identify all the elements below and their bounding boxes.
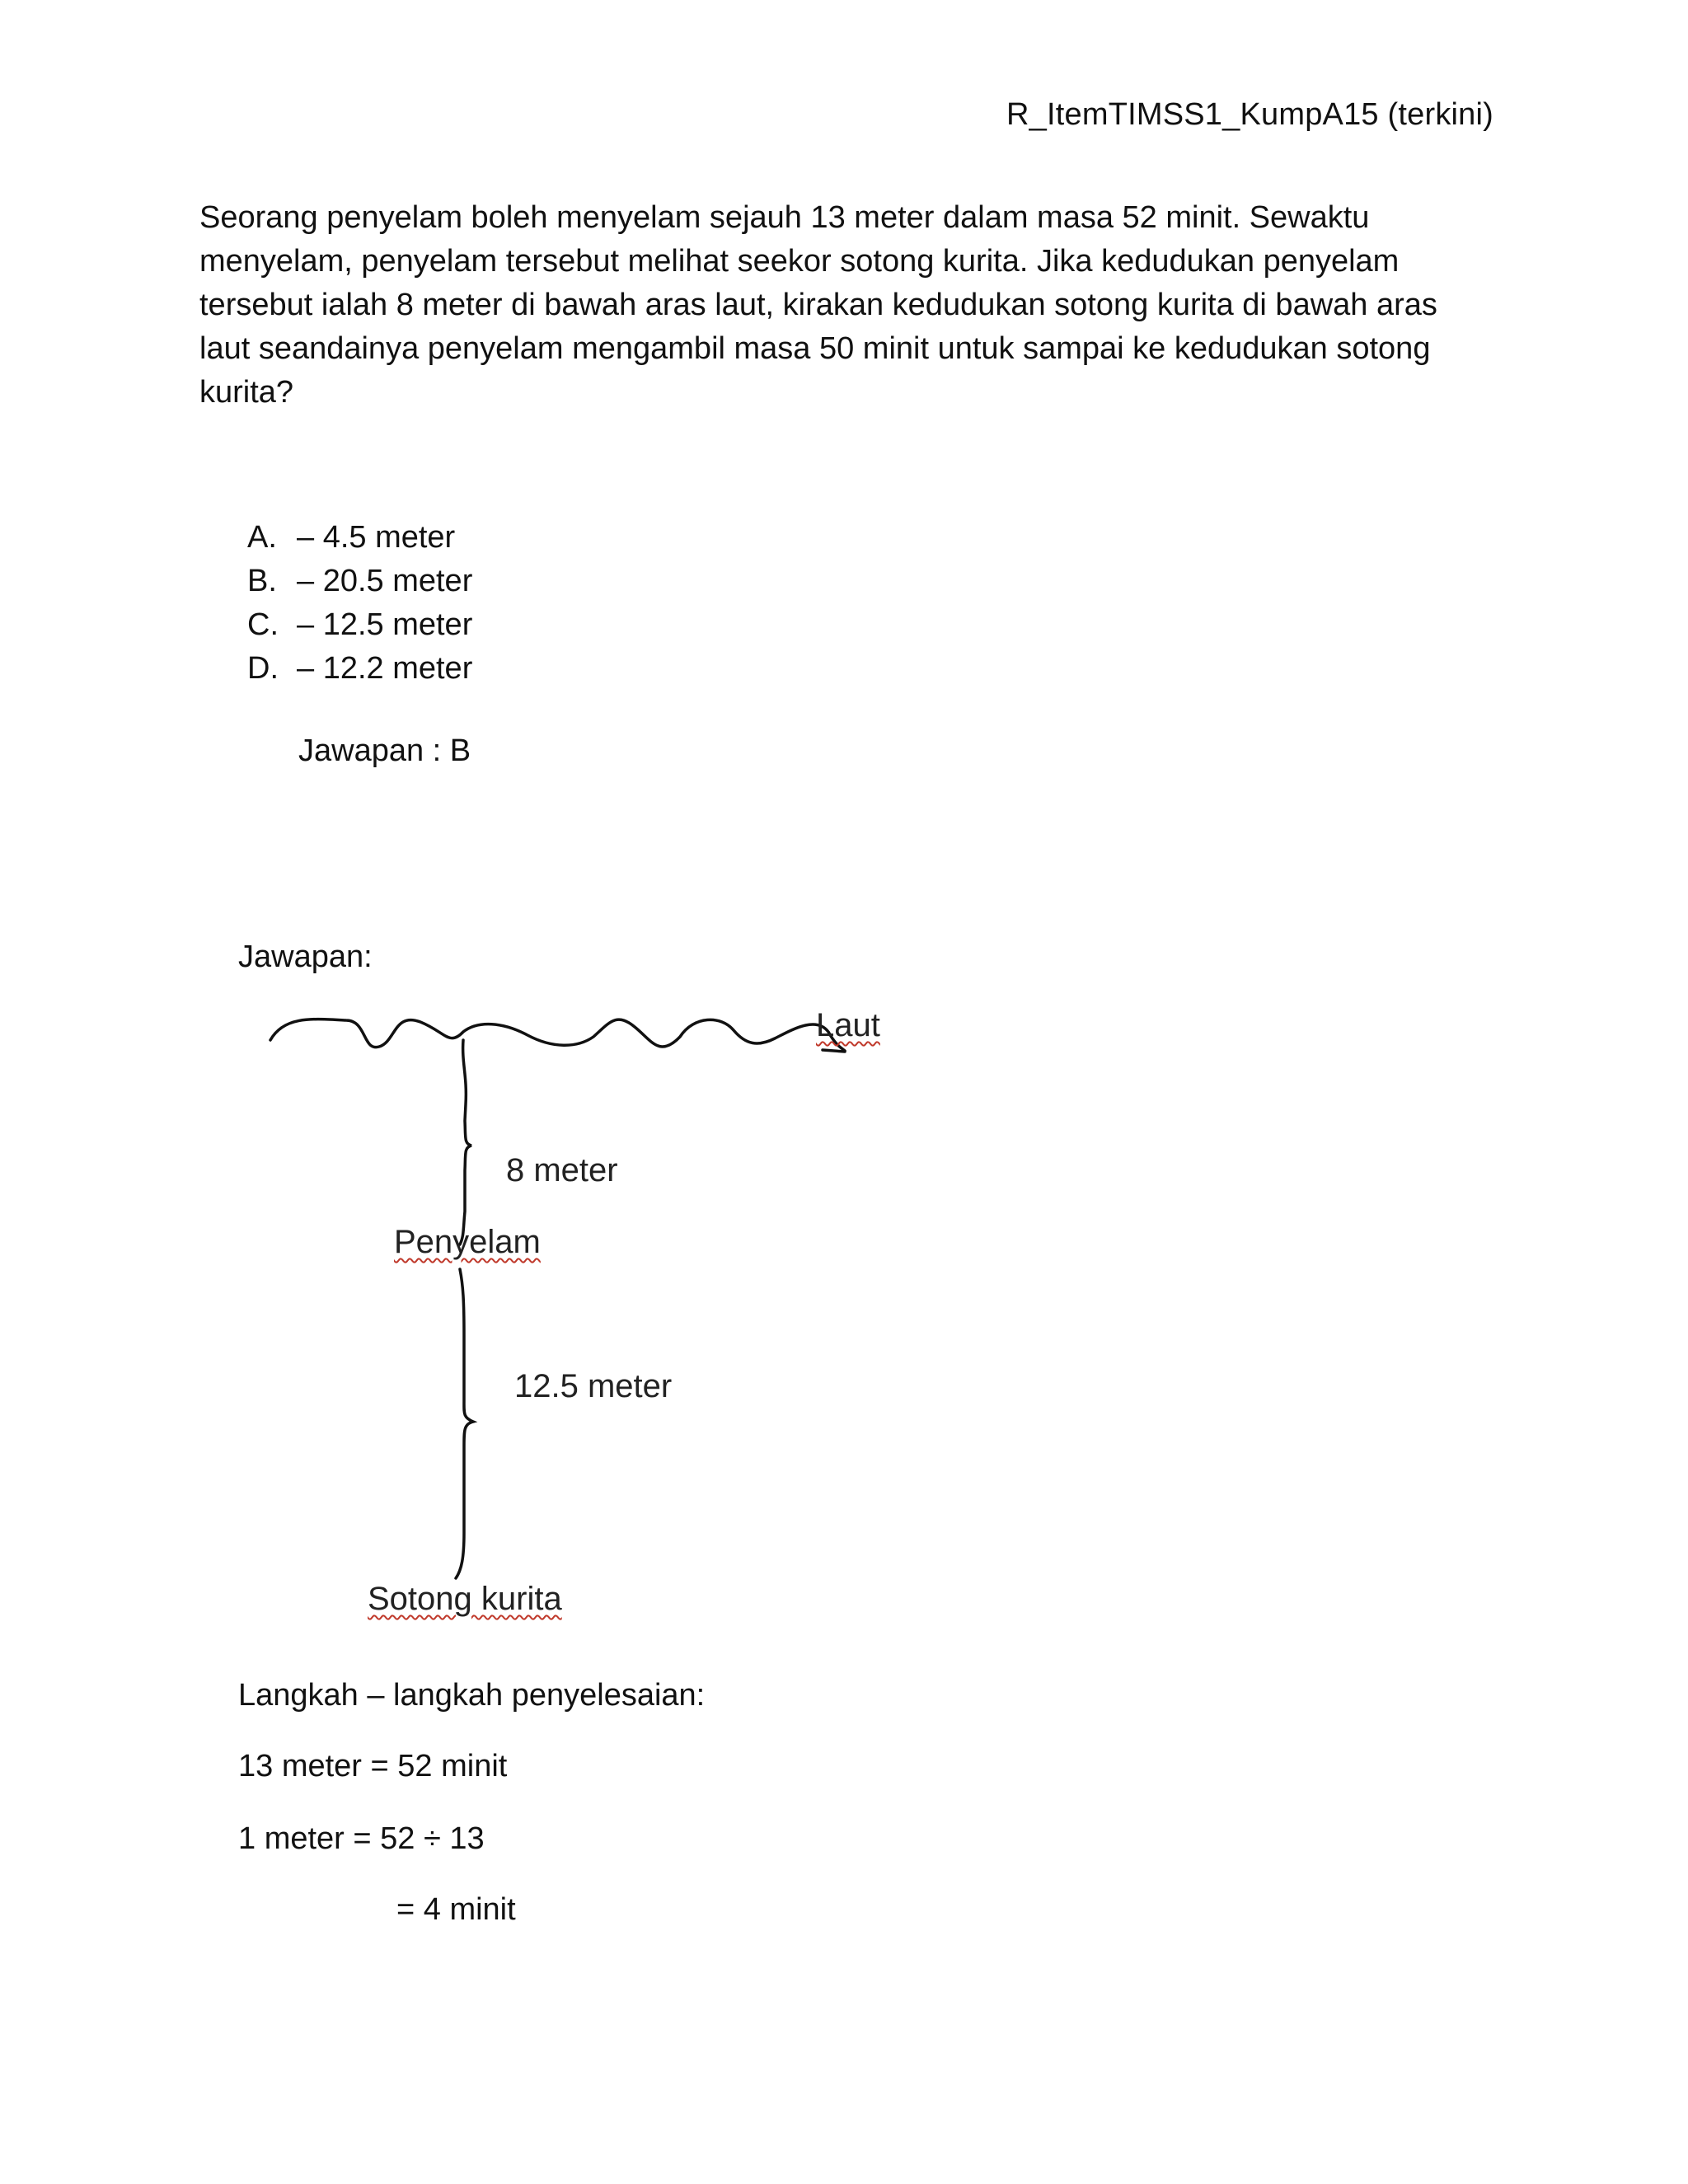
sea-surface-tail — [823, 1050, 845, 1052]
option-text: – 4.5 meter — [297, 520, 456, 555]
step-line: 13 meter = 52 minit — [238, 1749, 508, 1783]
lower-distance-label: 12.5 meter — [514, 1368, 673, 1404]
steps-title: Langkah – langkah penyelesaian: — [238, 1678, 706, 1713]
document-id-header: R_ItemTIMSS1_KumpA15 (terkini) — [1006, 97, 1493, 132]
working-title: Jawapan: — [238, 940, 373, 974]
question-text: Seorang penyelam boleh menyelam sejauh 13 meter dalam masa 52 minit. Sewaktu menyelam, penyelam tersebut melihat seekor sotong kurita. Jika kedudukan penyelam tersebut ialah 8 meter di bawah aras laut, kirakan kedudukan sotong kurita di bawah aras laut seandainya penyelam mengambil masa 50 minit untuk sampai ke kedudukan sotong kurita? — [199, 200, 1437, 410]
option-text: – 20.5 meter — [297, 564, 473, 598]
upper-distance-label: 8 meter — [506, 1152, 618, 1188]
option-text: – 12.2 meter — [297, 651, 473, 686]
option-letter: D. — [247, 651, 279, 686]
option-letter: C. — [247, 607, 279, 642]
option-letter: B. — [247, 564, 277, 598]
step-line: 1 meter = 52 ÷ 13 — [238, 1821, 485, 1856]
step-line: = 4 minit — [396, 1892, 516, 1927]
answer-key: Jawapan : B — [298, 733, 471, 768]
sea-label: Laut — [816, 1007, 880, 1043]
upper-brace — [460, 1040, 471, 1244]
octopus-label: Sotong kurita — [368, 1581, 562, 1617]
option-text: – 12.5 meter — [297, 607, 473, 642]
sea-surface-wave — [270, 1019, 845, 1051]
lower-brace — [456, 1269, 473, 1578]
diver-label: Penyelam — [394, 1224, 541, 1260]
option-letter: A. — [247, 520, 277, 555]
